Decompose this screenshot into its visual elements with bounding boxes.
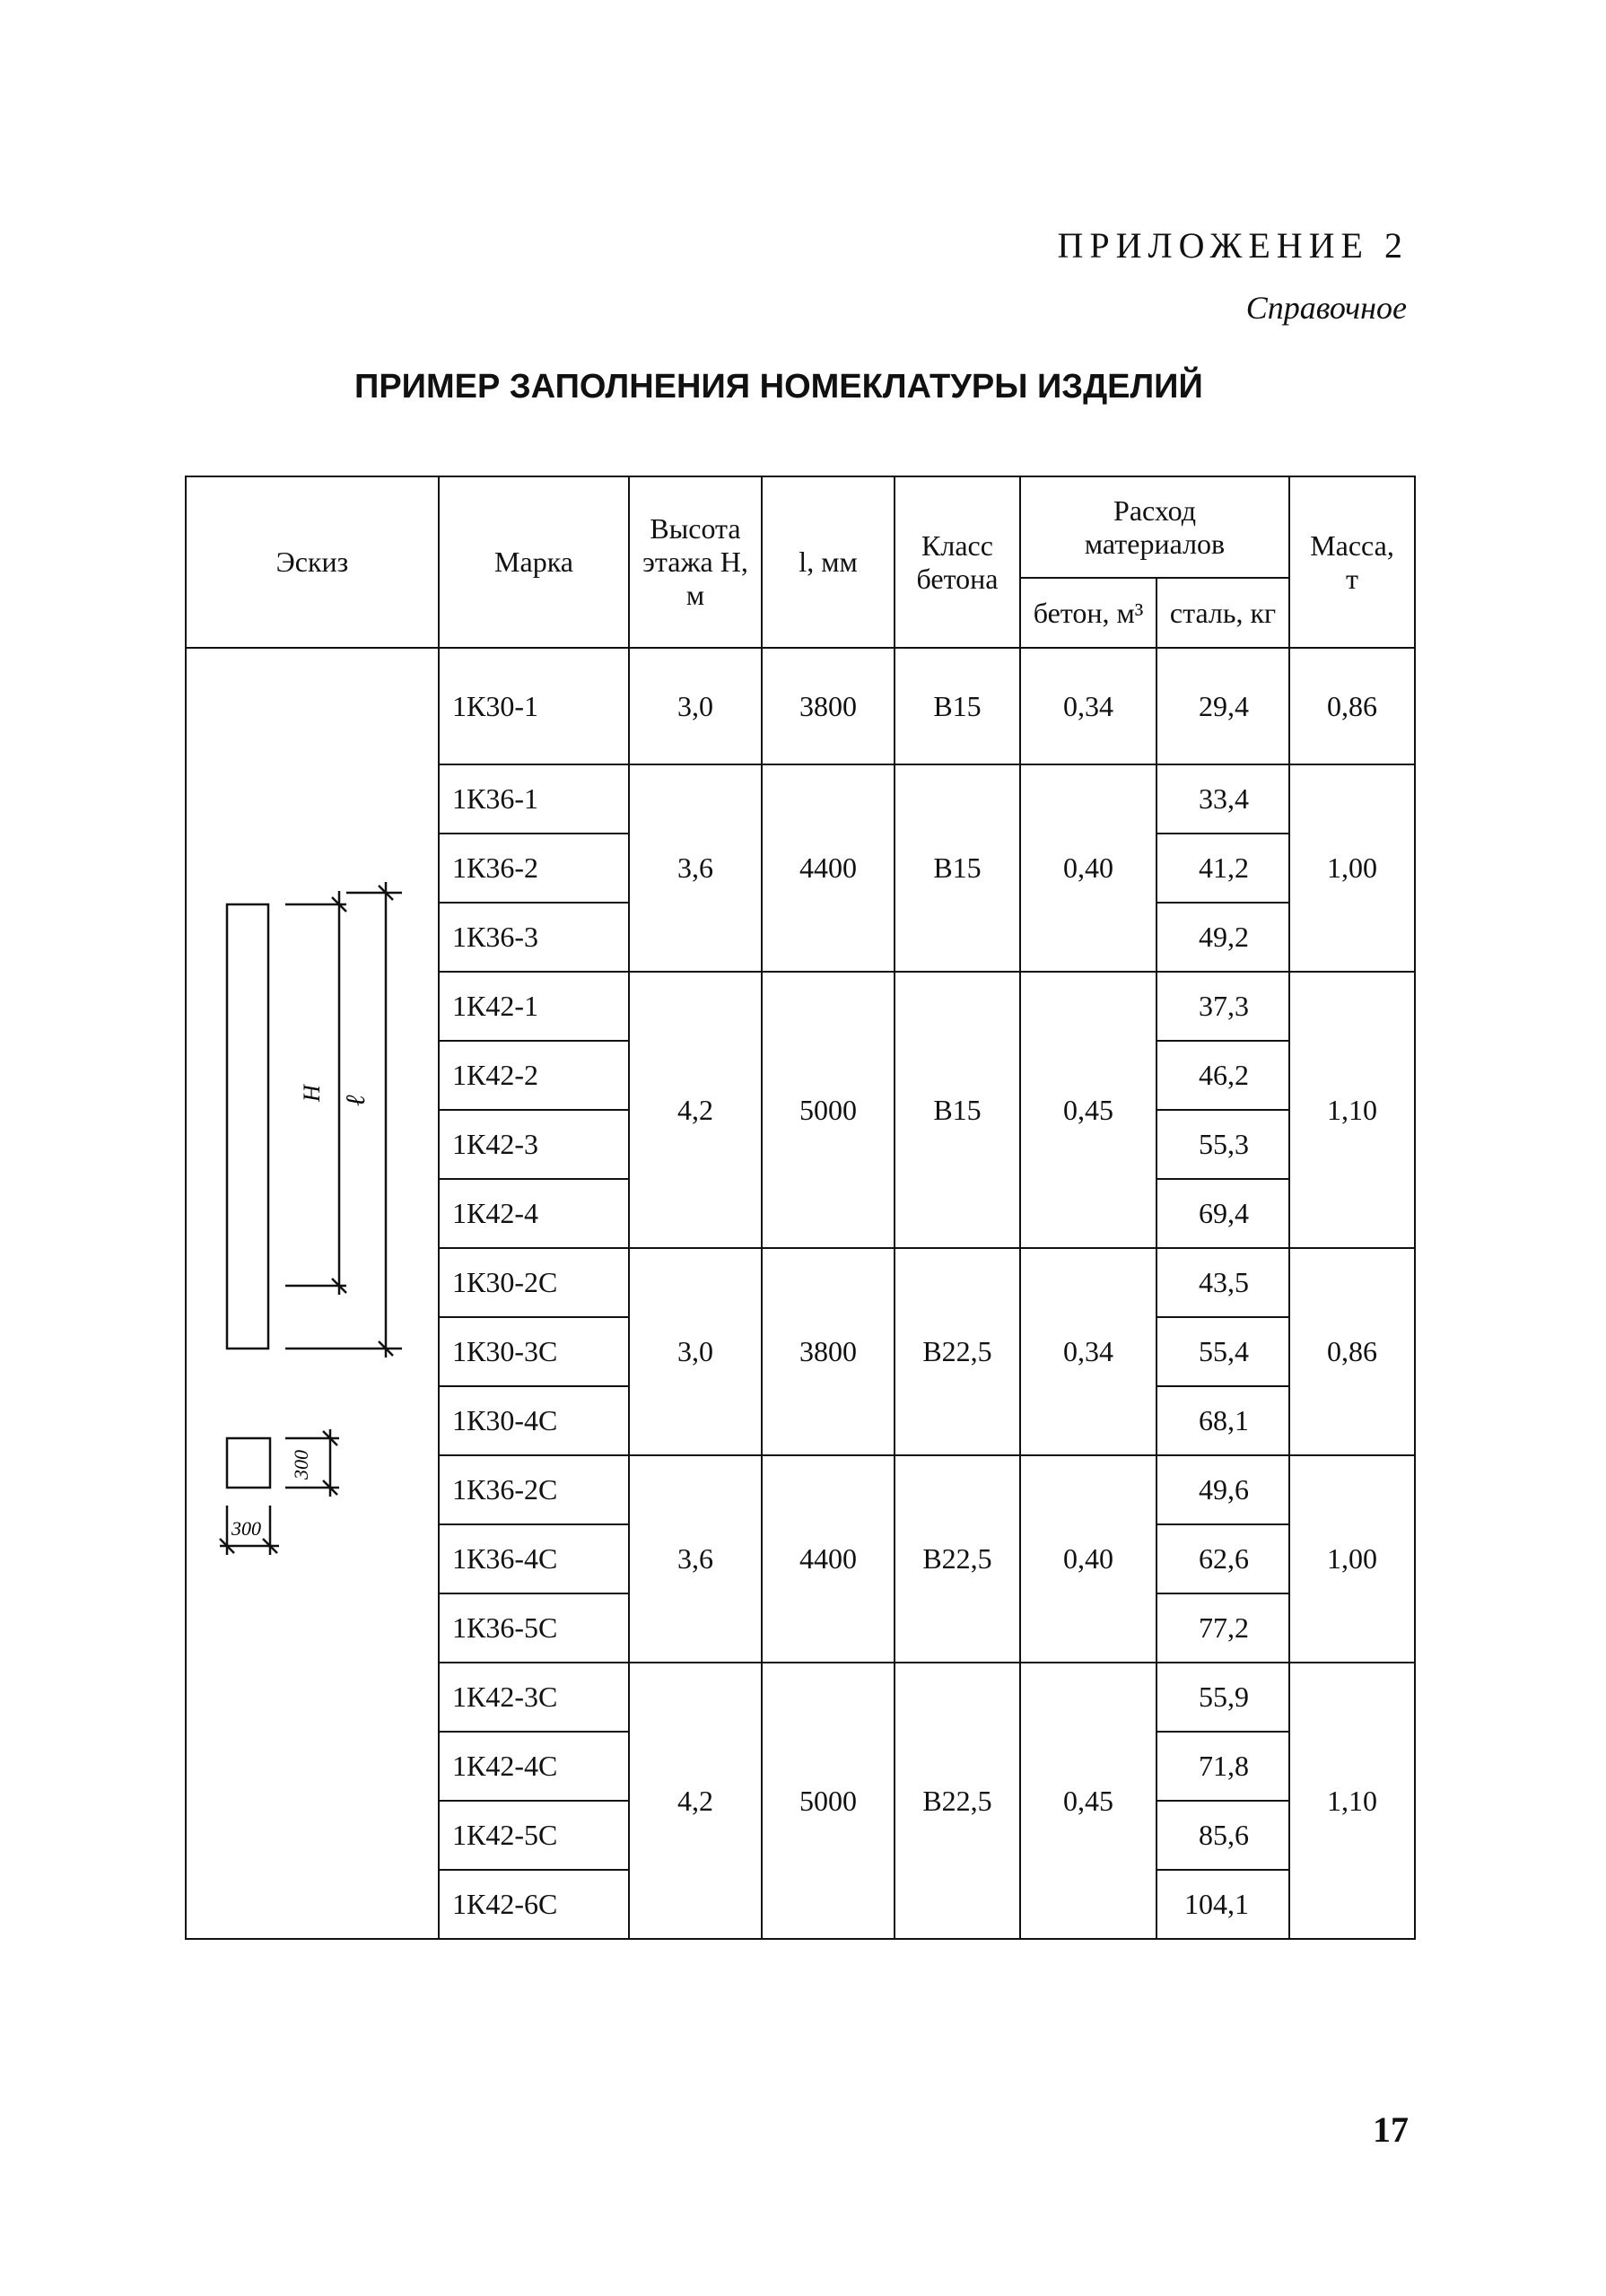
cell-steel: 37,3 — [1156, 972, 1289, 1041]
header-height: Высота этажа Н, м — [629, 476, 762, 648]
cell-mark: 1К42-6С — [439, 1870, 629, 1939]
cell-steel: 69,4 — [1156, 1179, 1289, 1248]
dim-label-l: ℓ — [341, 1095, 371, 1106]
cell-steel: 55,3 — [1156, 1110, 1289, 1179]
cell-mark: 1К42-4 — [439, 1179, 629, 1248]
cell-mark: 1К36-2С — [439, 1455, 629, 1524]
header-concrete: бетон, м³ — [1020, 578, 1156, 648]
cell-mass: 1,10 — [1289, 1663, 1415, 1939]
header-steel: сталь, кг — [1156, 578, 1289, 648]
dim-label-h: Н — [299, 1085, 325, 1102]
cell-mark: 1К42-3 — [439, 1110, 629, 1179]
cell-mark: 1К36-5С — [439, 1593, 629, 1663]
cell-length: 3800 — [762, 648, 895, 764]
cell-length: 3800 — [762, 1248, 895, 1455]
cell-steel: 49,2 — [1156, 903, 1289, 972]
cell-height: 3,6 — [629, 1455, 762, 1663]
dim-label-section-width: 300 — [231, 1517, 261, 1540]
cell-steel: 55,4 — [1156, 1317, 1289, 1386]
page-number: 17 — [1373, 2109, 1409, 2150]
cell-mark: 1К36-4С — [439, 1524, 629, 1593]
cell-class: В22,5 — [895, 1248, 1020, 1455]
cell-steel: 33,4 — [1156, 764, 1289, 834]
cell-steel: 71,8 — [1156, 1732, 1289, 1801]
cell-mark: 1К36-2 — [439, 834, 629, 903]
cell-mark: 1К36-1 — [439, 764, 629, 834]
cell-class: В22,5 — [895, 1455, 1020, 1663]
cell-steel: 55,9 — [1156, 1663, 1289, 1732]
column-elevation — [227, 904, 268, 1349]
cell-mark: 1К30-1 — [439, 648, 629, 764]
cell-steel: 77,2 — [1156, 1593, 1289, 1663]
cell-concrete: 0,34 — [1020, 1248, 1156, 1455]
cell-concrete: 0,34 — [1020, 648, 1156, 764]
cell-concrete: 0,40 — [1020, 1455, 1156, 1663]
cell-length: 5000 — [762, 972, 895, 1248]
cell-class: В22,5 — [895, 1663, 1020, 1939]
cell-length: 4400 — [762, 764, 895, 972]
cell-height: 3,6 — [629, 764, 762, 972]
header-mark: Марка — [439, 476, 629, 648]
cell-concrete: 0,45 — [1020, 972, 1156, 1248]
header-length: l, мм — [762, 476, 895, 648]
cell-mark: 1К42-3С — [439, 1663, 629, 1732]
header-materials: Расход материалов — [1020, 476, 1289, 578]
cell-concrete: 0,40 — [1020, 764, 1156, 972]
header-concrete-class: Класс бетона — [895, 476, 1020, 648]
cross-section — [227, 1438, 270, 1488]
appendix-subtitle: Справочное — [1245, 290, 1407, 326]
cell-class: В15 — [895, 764, 1020, 972]
cell-mark: 1К30-3С — [439, 1317, 629, 1386]
cell-length: 4400 — [762, 1455, 895, 1663]
cell-class: В15 — [895, 972, 1020, 1248]
cell-class: В15 — [895, 648, 1020, 764]
page-title: ПРИМЕР ЗАПОЛНЕНИЯ НОМЕКЛАТУРЫ ИЗДЕЛИЙ — [354, 368, 1203, 406]
cell-mass: 0,86 — [1289, 648, 1415, 764]
cell-mark: 1К42-5С — [439, 1801, 629, 1870]
cell-mark: 1К30-4С — [439, 1386, 629, 1455]
cell-mark: 1К42-1 — [439, 972, 629, 1041]
cell-length: 5000 — [762, 1663, 895, 1939]
cell-height: 4,2 — [629, 1663, 762, 1939]
sketch-cell — [186, 648, 439, 1939]
cell-steel: 29,4 — [1156, 648, 1289, 764]
cell-steel: 104,1 — [1156, 1870, 1289, 1939]
cell-steel: 49,6 — [1156, 1455, 1289, 1524]
cell-mass: 1,00 — [1289, 1455, 1415, 1663]
cell-mark: 1К42-4С — [439, 1732, 629, 1801]
cell-mass: 1,10 — [1289, 972, 1415, 1248]
cell-steel: 68,1 — [1156, 1386, 1289, 1455]
cell-steel: 85,6 — [1156, 1801, 1289, 1870]
header-mass: Масса, т — [1289, 476, 1415, 648]
header-sketch: Эскиз — [186, 476, 439, 648]
cell-mark: 1К30-2С — [439, 1248, 629, 1317]
cell-steel: 43,5 — [1156, 1248, 1289, 1317]
dim-label-section-height: 300 — [290, 1450, 312, 1480]
cell-concrete: 0,45 — [1020, 1663, 1156, 1939]
appendix-label: ПРИЛОЖЕНИЕ 2 — [1057, 225, 1409, 266]
cell-mark: 1К36-3 — [439, 903, 629, 972]
cell-steel: 46,2 — [1156, 1041, 1289, 1110]
cell-steel: 62,6 — [1156, 1524, 1289, 1593]
nomenclature-table — [185, 476, 1416, 1940]
cell-steel: 41,2 — [1156, 834, 1289, 903]
cell-mark: 1К42-2 — [439, 1041, 629, 1110]
cell-mass: 1,00 — [1289, 764, 1415, 972]
cell-height: 3,0 — [629, 648, 762, 764]
cell-height: 3,0 — [629, 1248, 762, 1455]
cell-height: 4,2 — [629, 972, 762, 1248]
cell-mass: 0,86 — [1289, 1248, 1415, 1455]
column-sketch — [187, 649, 440, 1909]
